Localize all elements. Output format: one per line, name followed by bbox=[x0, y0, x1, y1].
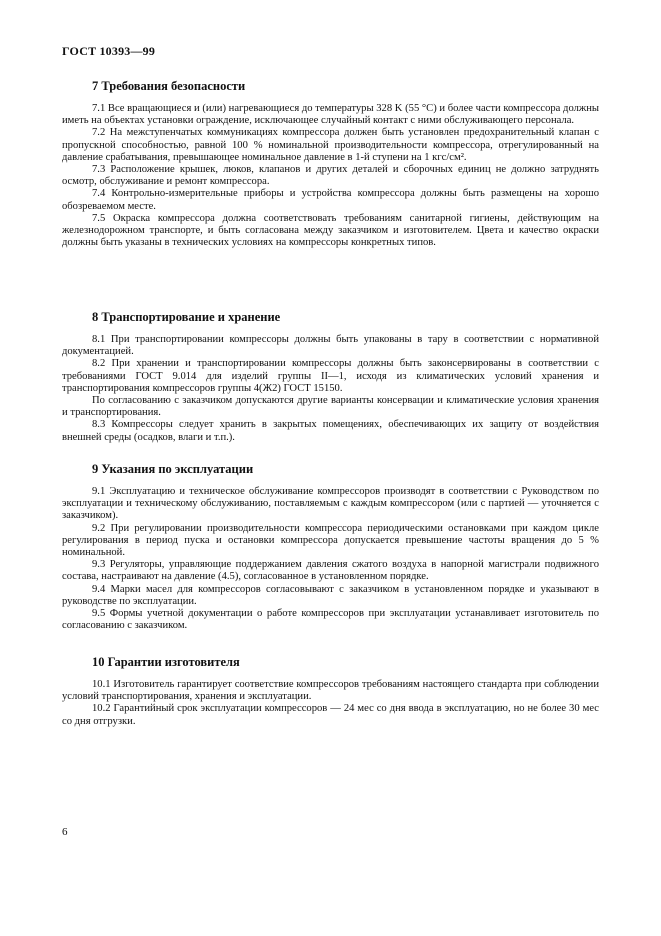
paragraph: 7.1 Все вращающиеся и (или) нагревающиеся до температуры 328 K (55 °C) и более части компрессора должны иметь на объектах установки ограждение, исключающее случайный контакт с ними обслуживающего персонала. bbox=[62, 103, 599, 127]
paragraph: 7.5 Окраска компрессора должна соответствовать требованиям санитарной гигиены, действующим на железнодорожном транспорте, и быть согласована между заказчиком и изготовителем. Цвета и качество окраски должны быть указаны в технических условиях на компрессоры конкретных типов. bbox=[62, 212, 599, 249]
section-warranty bbox=[62, 655, 599, 728]
section-title: 8 Транспортирование и хранение bbox=[92, 310, 281, 324]
document-code: ГОСТ 10393—99 bbox=[62, 44, 156, 58]
paragraph: 7.2 На межступенчатых коммуникациях компрессора должен быть установлен предохранительный клапан с пропускной способностью, равной 100 % номинальной производительности компрессора, отрегулированный на давление срабатывания, превышающее номинальное давление в 1-й ступени на 1 кгс/см². bbox=[62, 127, 599, 163]
paragraph: 7.3 Расположение крышек, люков, клапанов и других деталей и сборочных единиц не должно затруднять осмотр, обслуживание и ремонт компрессора. bbox=[62, 164, 599, 188]
paragraph: 9.2 При регулировании производительности компрессора периодическими остановками при каждом цикле регулирования в период пуска и остановки компрессора допускается превышение частоты вращения до 5 % номинальной. bbox=[62, 522, 599, 559]
paragraph: 8.2 При хранении и транспортировании компрессоры должны быть законсервированы в соответствии с требованиями ГОСТ 9.014 для изделий группы II—1, исходя из климатических условий хранения и транспортирования компрессоров группы 4(Ж2) ГОСТ 15150. bbox=[62, 358, 599, 394]
section-operation bbox=[62, 462, 599, 632]
section-safety bbox=[62, 79, 599, 249]
paragraph: 9.4 Марки масел для компрессоров согласовывают с заказчиком в установленном порядке и указывают в руководстве по эксплуатации. bbox=[62, 583, 599, 607]
paragraph: 9.3 Регуляторы, управляющие поддержанием давления сжатого воздуха в напорной магистрали подвижного состава, настраивают на давление (4.5), согласованное в установленном порядке. bbox=[62, 559, 599, 583]
section-title: 10 Гарантии изготовителя bbox=[92, 655, 240, 669]
paragraph: 8.3 Компрессоры следует хранить в закрытых помещениях, обеспечивающих их защиту от воздействия внешней среды (осадков, влаги и т.п.). bbox=[62, 419, 599, 443]
paragraph: По согласованию с заказчиком допускаются другие варианты консервации и климатические условия хранения и транспортирования. bbox=[62, 395, 599, 419]
paragraph: 8.1 При транспортировании компрессоры должны быть упакованы в тару в соответствии с нормативной документацией. bbox=[62, 334, 599, 358]
section-transport-storage bbox=[62, 310, 599, 444]
section-title: 9 Указания по эксплуатации bbox=[92, 462, 254, 476]
paragraph: 10.1 Изготовитель гарантирует соответствие компрессоров требованиям настоящего стандарта при соблюдении условий транспортирования, хранения и эксплуатации. bbox=[62, 679, 599, 703]
page-number: 6 bbox=[62, 826, 68, 838]
paragraph: 9.5 Формы учетной документации о работе компрессоров при эксплуатации устанавливает изготовитель по согласованию с заказчиком. bbox=[62, 608, 599, 632]
section-title: 7 Требования безопасности bbox=[92, 79, 246, 93]
paragraph: 10.2 Гарантийный срок эксплуатации компрессоров — 24 мес со дня ввода в эксплуатацию, но не более 30 мес со дня отгрузки. bbox=[62, 703, 599, 727]
paragraph: 7.4 Контрольно-измерительные приборы и устройства компрессора должны быть размещены на хорошо обозреваемом месте. bbox=[62, 188, 599, 212]
paragraph: 9.1 Эксплуатацию и техническое обслуживание компрессоров производят в соответствии с Руководством по эксплуатации и техническому обслуживанию, поставляемым с каждым компрессором (или с партией — уточняется с заказчиком). bbox=[62, 486, 599, 522]
